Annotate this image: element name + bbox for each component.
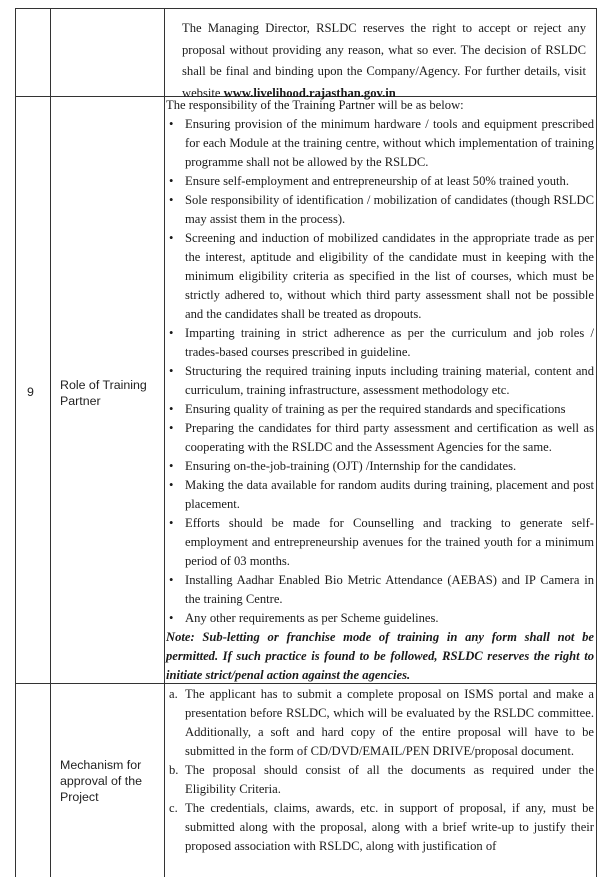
responsibility-item: • Structuring the required training inputs including training material, content and curriculum, training infrastructure, assessment methodology etc. (166, 362, 594, 400)
subletting-note: Note: Sub-letting or franchise mode of training in any form shall not be permitted. If such practice is found to be followed, RSLDC reserves the right to initiate strict/penal action against the agencies. (166, 630, 594, 682)
responsibility-item: • Sole responsibility of identification / mobilization of candidates (though RSLDC may assist them in the process). (166, 191, 594, 229)
responsibility-item: • Screening and induction of mobilized candidates in the appropriate trade as per the interest, aptitude and eligibility of the candidate must in keeping with the minimum eligibility criteria as specified in the list of courses, which must be strictly adhered to, without which third party assessment shall not be possible and the candidates shall be treated as dropouts. (166, 229, 594, 324)
responsibility-intro: The responsibility of the Training Partner will be as below: (166, 98, 464, 112)
responsibility-item: • Imparting training in strict adherence as per the curriculum and job roles / trades-based courses prescribed in guideline. (166, 324, 594, 362)
item-text: The credentials, claims, awards, etc. in support of proposal, if any, must be submitted along with the proposal, along with a brief write-up to justify their proposed association with RSLDC, along with justification of (185, 801, 594, 853)
mechanism-list (166, 685, 594, 856)
row-label-role-of-training-partner: Role of Training Partner (60, 378, 147, 408)
responsibility-list (166, 115, 594, 628)
table-border-left (15, 8, 16, 877)
row-number-9: 9 (27, 385, 34, 399)
responsibility-item: • Installing Aadhar Enabled Bio Metric Attendance (AEBAS) and IP Camera in the training Centre. (166, 571, 594, 609)
responsibility-item: • Ensuring quality of training as per the required standards and specifications (166, 400, 594, 419)
mechanism-content (166, 685, 594, 856)
item-marker: b. (169, 763, 179, 777)
mechanism-item (166, 799, 594, 856)
responsibility-item: • Ensuring on-the-job-training (OJT) /Internship for the candidates. (166, 457, 594, 476)
website-link-text: www.livelihood.rajasthan.gov.in (223, 85, 396, 100)
item-marker: a. (169, 687, 178, 701)
table-border-top (15, 8, 597, 9)
mechanism-item (166, 685, 594, 761)
table-column-divider-2 (164, 8, 165, 877)
responsibility-item: • Efforts should be made for Counselling and tracking to generate self-employment and entrepreneurship avenues for the trained youth for a minimum period of 03 months. (166, 514, 594, 571)
responsibility-item: • Making the data available for random audits during training, placement and post placement. (166, 476, 594, 514)
continued-row-body: The Managing Director, RSLDC reserves the right to accept or reject any proposal without providing any reason, what so ever. The decision of RSLDC shall be final and binding upon the Company/Agency. For further details, visit website (182, 21, 586, 100)
item-marker: c. (169, 801, 178, 815)
item-text: The applicant has to submit a complete proposal on ISMS portal and make a presentation before RSLDC, which will be evaluated by the RSLDC committee. Additionally, a soft and hard copy of the entire proposal will have to be submitted in the form of CD/DVD/EMAIL/PEN DRIVE/proposal document. (185, 687, 594, 758)
mechanism-item (166, 761, 594, 799)
item-text: The proposal should consist of all the documents as required under the Eligibility Criteria. (185, 763, 594, 796)
continued-row-text (182, 18, 586, 104)
responsibility-item: • Ensure self-employment and entrepreneurship of at least 50% trained youth. (166, 172, 594, 191)
responsibility-item: • Ensuring provision of the minimum hardware / tools and equipment prescribed for each Module at the training centre, without which implementation of training programme shall not be allowed by the RSLDC. (166, 115, 594, 172)
responsibility-item: • Preparing the candidates for third party assessment and certification as well as cooperating with the RSLDC and the Assessment Agencies for the same. (166, 419, 594, 457)
row-label-mechanism-for-approval: Mechanism for approval of the Project (60, 758, 142, 804)
table-border-right (596, 8, 597, 877)
role-of-training-partner-content (166, 96, 594, 685)
table-column-divider-1 (50, 8, 51, 877)
responsibility-item: • Any other requirements as per Scheme guidelines. (166, 609, 594, 628)
